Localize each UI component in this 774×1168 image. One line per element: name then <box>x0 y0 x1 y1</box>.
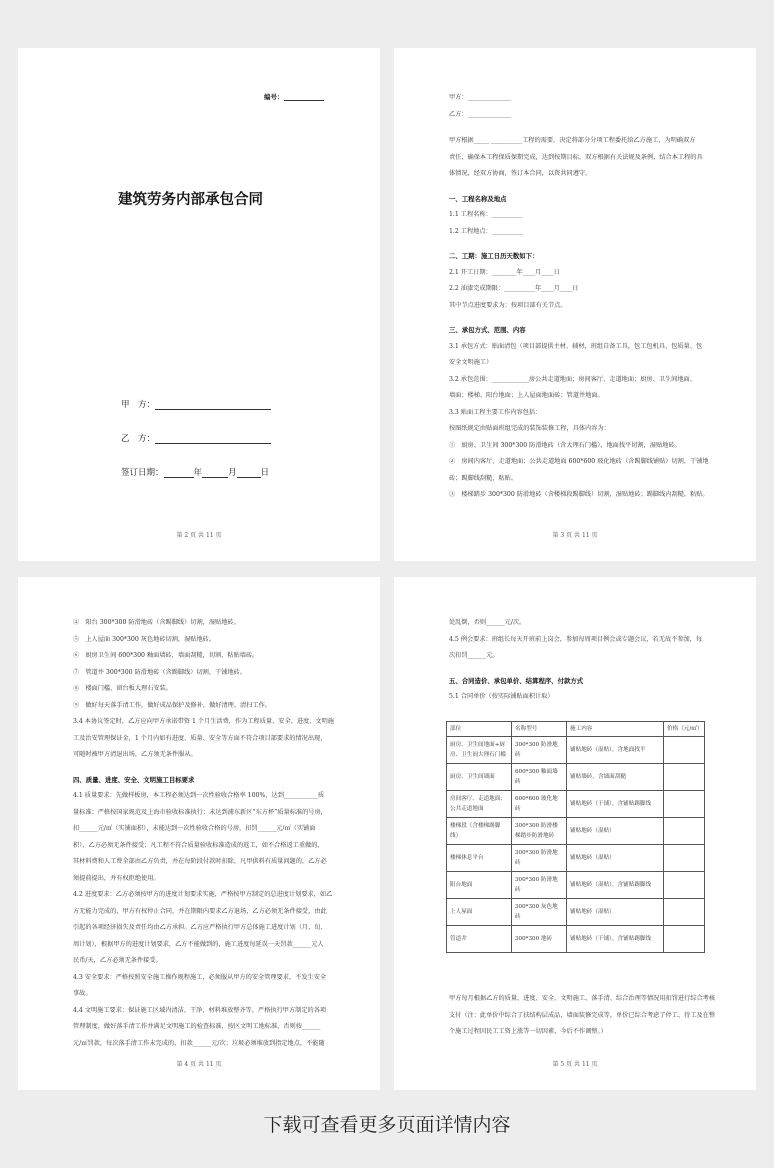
party-b-field: 乙 方： <box>121 432 271 444</box>
table-cell: 厨房、卫生间墙面 <box>447 764 512 791</box>
table-cell: 300*300 灰色地砖 <box>512 899 567 926</box>
table-cell <box>664 899 705 926</box>
text-line: 量标准；严格按国家规范及上海市验收标准执行；未达到浦东新区“东方杯”质量标准的号房， <box>73 808 327 816</box>
table-cell: 300*300 防滑地砖 <box>512 737 567 764</box>
section-heading: 一、工程名称及地点 <box>449 194 507 203</box>
text-line: 4.3 安全要求：严格按照安全施工操作规程施工，必须服从甲方的安全管理要求，不发生安全 <box>73 973 327 981</box>
contract-title: 建筑劳务内部承包合同 <box>118 192 263 208</box>
sign-date-field: 签订日期： 年 月 日 <box>121 468 270 478</box>
page-body-bottom <box>449 991 716 1041</box>
table-cell: 300*300 防滑地砖 <box>512 845 567 872</box>
text-line: ⑧ 楼面门槛、窗台板大理石安装。 <box>73 685 172 692</box>
text-line: 支付（注：此单价中综合了扶结构层成品，墙面装修完成等，单价已综合考虑了停工、待工及在整 <box>449 1011 716 1019</box>
text-line: 事故。 <box>73 990 92 997</box>
contract-cover-page <box>18 48 380 561</box>
table-cell: 铺贴地砖（湿贴） <box>567 899 664 926</box>
table-header-cell: 价格（元/㎡） <box>664 722 705 737</box>
table-cell: 600*600 玻化地砖 <box>512 791 567 818</box>
text-line: 元/㎡罚款，每次落手清工作未完成的，扣款______元/次；垃圾必须堆放到指定地点，不能随 <box>73 1039 325 1047</box>
table-cell: 300*300 防滑地砖 <box>512 872 567 899</box>
table-cell <box>664 845 705 872</box>
text-line: 处乱倒，否则______元/次。 <box>449 619 526 626</box>
text-line: 3.4 本协议签定时，乙方应向甲方承诺带资 1 个月生活费，作为工程质量、安全、进度、文明施 <box>73 718 334 725</box>
text-line: 3.3 贴面工程主要工作内容包括： <box>449 408 542 416</box>
text-line: 个施工过程因民工工资上涨等一切因素，今后不作调整。） <box>449 1028 607 1035</box>
contract-page-3 <box>394 48 756 561</box>
text-line: 2.1 开工日期：________年____月____日 <box>449 268 560 276</box>
table-cell: 楼梯休息平台 <box>447 845 512 872</box>
table-cell <box>664 872 705 899</box>
text-line: 其材料费和人工费全部由乙方负责，并在每阶段付款时扣除，凡甲供料有质量问题的，乙方必 <box>73 858 327 865</box>
table-cell: 铺贴地砖（湿贴） <box>567 845 664 872</box>
text-line: 扣______元/㎡（实铺面积），未能达到一次性验收合格的号房，扣罚______元/㎡（实铺面 <box>73 825 316 832</box>
table-cell: 铺贴地砖（湿贴），含地面找平 <box>567 737 664 764</box>
page-footer: 第 2 页 共 11 页 <box>176 532 222 539</box>
text-line: 1.2 工程地点：__________ <box>449 227 523 235</box>
page-footer: 第 3 页 共 11 页 <box>552 532 598 539</box>
text-line: 甲方根据_____ __________工程的需要，决定将部分分项工程委托给乙方施工，为明确双方 <box>449 137 696 144</box>
text-line: 责任，确保本工程保质保期完成，达到按期目标，双方根据有关法规及条例，结合本工程的具 <box>449 153 703 161</box>
table-cell: 阳台地面 <box>447 872 512 899</box>
text-line: 须提前提出，并有权拒绝使用。 <box>73 874 160 882</box>
text-line: 按图纸规定由贴面班组完成的装饰装修工程，具体内容为： <box>449 425 610 432</box>
download-caption: 下载可查看更多页面详情内容 <box>263 1114 511 1136</box>
table-cell <box>664 764 705 791</box>
page-footer: 第 4 页 共 11 页 <box>176 1061 222 1068</box>
text-line: ⑨ 做好每天落手清工作，做好成品保护及修补，做好清理、清扫工作。 <box>73 701 271 709</box>
table-row <box>447 872 705 899</box>
text-line: 民币/天，乙方必须无条件接受。 <box>73 957 162 964</box>
section-heading: 五、合同造价、承包单价、结算程序、付款方式 <box>449 676 584 685</box>
text-line: 周计划），根据甲方的进度计划要求，乙方不能做到的，施工进度每延误一天罚款______元人 <box>73 940 324 948</box>
text-line: 次扣罚______元。 <box>449 652 499 659</box>
table-cell <box>664 737 705 764</box>
table-row <box>447 926 705 953</box>
text-line: 3.1 承包方式：贴面清包（项目部提供主材、辅材，班组自备工具，包工包机具、包质量、包 <box>449 342 703 350</box>
text-line: 积），乙方必须无条件接受；凡工程不符合质量验收标准造成的返工，如不合格返工重做的， <box>73 841 324 849</box>
table-cell: 600*300 釉面墙砖 <box>512 764 567 791</box>
table-row <box>447 737 705 764</box>
text-line: 4.5 例会要求：班组长每天开班前上岗会，参加每周项目例会或专题会议，若无故不参加，每 <box>449 635 703 643</box>
table-cell <box>664 818 705 845</box>
text-line: ② 房间内客厅、走道地面；公共走道地面 600*600 玻化地砖（含踢脚线铺贴）切割，干铺地 <box>449 458 709 465</box>
text-line: 方无能力完成的，甲方有权停止合同，并在期限内要求乙方退场，乙方必须无条件接受，由此 <box>73 907 327 915</box>
text-line: 4.1 质量要求：先做样板房，本工程必须达到一次性验收合格率 100%，达到___________质 <box>73 792 325 799</box>
spacer <box>449 123 716 133</box>
text-line: 4.2 进度要求：乙方必须按甲方的进度计划要求实施，严格按甲方制定的总进度计划要求，如乙 <box>73 891 333 898</box>
text-line: 墙面；楼梯、阳台地面；上人屋面地面砖；管道井地面。 <box>449 392 604 399</box>
table-cell <box>664 926 705 953</box>
text-line: 乙方：______________ <box>449 110 511 118</box>
text-line: 体情况，经双方协商，签订本合同，以资共同遵守。 <box>449 170 592 177</box>
page-footer: 第 5 页 共 11 页 <box>552 1061 598 1068</box>
text-line: 2.2 油漆完成期限：__________年____月____日 <box>449 285 579 292</box>
table-header-cell: 施工内容 <box>567 722 664 737</box>
text-line: ⑤ 上人屋面 300*300 灰色地砖切割，湿贴地砖。 <box>73 635 216 643</box>
section-heading: 四、质量、进度、安全、文明施工目标要求 <box>73 775 195 784</box>
party-a-field: 甲 方： <box>121 398 271 410</box>
table-cell: 300*300 防滑楼梯踏步防滑地砖 <box>512 818 567 845</box>
text-line: ③ 楼梯踏步 300*300 防滑地砖（含楼梯段踢脚线）切割，湿贴地砖；踢脚线内刮糙，粘贴。 <box>449 491 709 498</box>
page-body <box>73 615 340 1052</box>
text-line: 工及治安管理保证金，1 个月内如有进度、质量、安全等方面不符合项目部要求的情况出现， <box>73 734 327 742</box>
page-body <box>449 90 716 504</box>
table-row <box>447 845 705 872</box>
contract-page-4 <box>18 577 380 1090</box>
text-line: 4.4 文明施工要求：保证施工区域内清洁、干净，材料堆放整齐等，严格执行甲方制定的各项 <box>73 1006 327 1014</box>
text-line: 甲方：______________ <box>449 94 511 101</box>
table-cell: 上人屋面 <box>447 899 512 926</box>
table-cell: 铺贴地砖（干铺），含铺贴踢脚线 <box>567 791 664 818</box>
text-line: 1.1 工程名称：__________ <box>449 211 523 218</box>
text-line: ④ 阳台 300*300 防滑地砖（含踢脚线）切割，湿贴地砖。 <box>73 619 240 626</box>
table-cell: 楼梯段（含楼梯踢脚线） <box>447 818 512 845</box>
table-cell <box>664 791 705 818</box>
text-line: 砖；踢脚线刮糙，粘贴。 <box>449 474 518 482</box>
table-cell: 厨房、卫生间地面+厨房、卫生间大理石门槛 <box>447 737 512 764</box>
table-cell: 300*300 地砖 <box>512 926 567 953</box>
table-header-row <box>447 722 705 737</box>
price-table <box>446 721 705 953</box>
table-header-cell: 部位 <box>447 722 512 737</box>
text-line: 其中节点进度要求为：按项目部有关节点。 <box>449 301 567 309</box>
table-cell: 管道井 <box>447 926 512 953</box>
table-row <box>447 899 705 926</box>
table-cell: 铺贴地砖（湿贴），含铺贴踢脚线 <box>567 872 664 899</box>
table-cell: 房间客厅、走道地面；公共走道地面 <box>447 791 512 818</box>
text-line: 可随时被甲方清退出场，乙方须无条件服从。 <box>73 751 197 758</box>
table-cell: 铺贴地砖（湿贴） <box>567 818 664 845</box>
text-line: 5.1 合同单价（按实际铺贴面积计取） <box>449 693 554 700</box>
section-heading: 三、承包方式、范围、内容 <box>449 326 526 334</box>
contract-page-5 <box>394 577 756 1090</box>
text-line: 引起的各项经济损失及责任均由乙方承担。乙方应严格执行甲方总体施工进度计划（月、旬、 <box>73 924 327 931</box>
text-line: ⑥ 厨房卫生间 600*300 釉面墙砖，墙面刮糙，切割、粘贴墙砖。 <box>73 652 259 659</box>
text-line: 管理制度，做好落手清工作并满足文明施工的检查标准，按区文明工地标准，否则按______ <box>73 1023 321 1030</box>
table-header-cell: 名称型号 <box>512 722 567 737</box>
table-row <box>447 791 705 818</box>
contract-number-label: 编号： <box>264 92 324 101</box>
text-line: ① 厨房、卫生间 300*300 防滑地砖（含大理石门槛），地面找平切割，湿贴地砖。 <box>449 441 681 449</box>
page-body-top <box>449 615 716 706</box>
text-line: 安全文明施工） <box>449 359 493 366</box>
table-cell: 铺贴地砖（干铺），含铺贴踢脚线 <box>567 926 664 953</box>
table-row <box>447 764 705 791</box>
text-line: ⑦ 管道井 300*300 防滑地砖（含踢脚线）切割，干铺地砖。 <box>73 668 246 676</box>
table-cell: 铺贴墙砖，含墙面刮糙 <box>567 764 664 791</box>
text-line: 3.2 承包范围：____________房公共走道地面；房间客厅、走道地面；厨房、卫生间地面、 <box>449 375 696 383</box>
section-heading: 二、工期：施工日历天数如下： <box>449 252 539 260</box>
text-line: 甲方每月根据乙方的质量、进度、安全、文明施工、落手清、综合治理等情况用扣罚进行综合考核 <box>449 995 716 1002</box>
table-row <box>447 818 705 845</box>
